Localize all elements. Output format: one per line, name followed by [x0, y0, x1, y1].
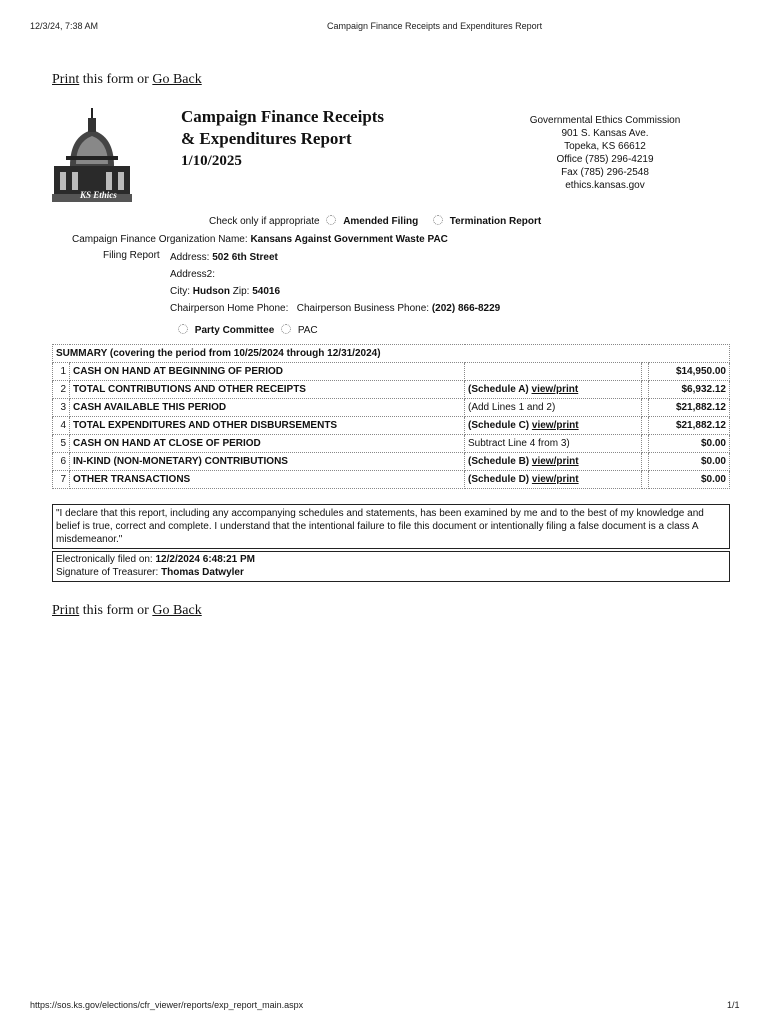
summary-line-number: 7: [53, 471, 70, 489]
amended-filing-checkbox[interactable]: [326, 215, 336, 225]
signature-value: Thomas Datwyler: [161, 567, 244, 578]
summary-schedule-cell: [465, 363, 642, 381]
report-title-line2: & Expenditures Report: [181, 129, 352, 148]
print-page-count: 1/1: [727, 1000, 740, 1010]
city-label: City:: [170, 286, 190, 297]
signature-label: Signature of Treasurer:: [56, 567, 159, 578]
summary-line-label: CASH ON HAND AT BEGINNING OF PERIOD: [70, 363, 465, 381]
summary-schedule-cell: [465, 381, 642, 399]
summary-line-label: IN-KIND (NON-MONETARY) CONTRIBUTIONS: [70, 453, 465, 471]
summary-line-label: TOTAL EXPENDITURES AND OTHER DISBURSEMENTS: [70, 417, 465, 435]
summary-schedule-cell: [465, 417, 642, 435]
summary-schedule-cell: [465, 435, 642, 453]
amended-filing-label: Amended Filing: [343, 216, 419, 227]
summary-line-label: CASH AVAILABLE THIS PERIOD: [70, 399, 465, 417]
summary-spacer-cell: [642, 399, 649, 417]
filed-row: [56, 553, 726, 566]
summary-spacer-cell: [642, 417, 649, 435]
agency-city: Topeka, KS 66612: [564, 141, 646, 152]
logo-caption: KS Ethics: [80, 190, 117, 200]
summary-schedule-cell: [465, 399, 642, 417]
summary-schedule-text: (Schedule A): [468, 384, 532, 395]
summary-schedule-cell: [465, 471, 642, 489]
summary-schedule-text: Subtract Line 4 from 3): [468, 438, 570, 449]
bottom-nav: [52, 603, 202, 619]
summary-row: [53, 417, 730, 435]
summary-spacer-cell: [642, 453, 649, 471]
summary-header: SUMMARY (covering the period from 10/25/2024 through 12/31/2024): [53, 345, 730, 363]
org-name-value: Kansans Against Government Waste PAC: [250, 234, 448, 245]
termination-report-label: Termination Report: [449, 216, 542, 227]
summary-row: [53, 435, 730, 453]
view-print-link[interactable]: view/print: [531, 384, 579, 395]
print-link-bottom[interactable]: Print: [52, 603, 80, 618]
report-title-line1: Campaign Finance Receipts: [181, 107, 385, 126]
filing-info: [52, 551, 730, 582]
business-phone-value: (202) 866-8229: [431, 303, 501, 314]
filing-options: [209, 215, 541, 227]
summary-row: [53, 471, 730, 489]
top-nav: [52, 72, 202, 88]
signature-row: [56, 566, 726, 579]
summary-schedule-text: (Add Lines 1 and 2): [468, 402, 556, 413]
summary-spacer-cell: [642, 435, 649, 453]
summary-line-number: 5: [53, 435, 70, 453]
capitol-dome-icon: [52, 106, 132, 204]
summary-table: [52, 344, 730, 489]
summary-line-label: CASH ON HAND AT CLOSE OF PERIOD: [70, 435, 465, 453]
agency-website: ethics.kansas.gov: [565, 180, 645, 191]
declaration-text: "I declare that this report, including any accompanying schedules and statements, has been examined by me and to the best of my knowledge and belief is true, correct and complete. I understand that the intentional failure to file this document or intentionally filing a false document is a class A misdemeanor.": [52, 504, 730, 549]
nav-middle-text-bottom: this form or: [79, 603, 153, 618]
summary-row: [53, 399, 730, 417]
party-committee-checkbox[interactable]: [178, 324, 188, 334]
view-print-link[interactable]: view/print: [531, 420, 579, 431]
phone-row: [170, 303, 500, 314]
go-back-link-bottom[interactable]: Go Back: [152, 603, 202, 618]
agency-block: [505, 114, 705, 192]
summary-row: [53, 381, 730, 399]
summary-line-number: 2: [53, 381, 70, 399]
filing-options-prompt: Check only if appropriate: [209, 216, 320, 227]
summary-header-row: [53, 345, 730, 363]
zip-label: Zip:: [232, 286, 250, 297]
summary-line-number: 3: [53, 399, 70, 417]
filed-label: Electronically filed on:: [56, 554, 153, 565]
summary-schedule-cell: [465, 453, 642, 471]
agency-name: Governmental Ethics Commission: [529, 115, 681, 126]
summary-line-label: OTHER TRANSACTIONS: [70, 471, 465, 489]
nav-middle-text: this form or: [79, 72, 153, 87]
business-phone-label: Chairperson Business Phone:: [296, 303, 430, 314]
summary-schedule-text: (Schedule D): [468, 474, 532, 485]
city-zip-row: [170, 286, 280, 297]
summary-spacer-cell: [642, 363, 649, 381]
pac-checkbox[interactable]: [281, 324, 291, 334]
report-date: 1/10/2025: [181, 153, 242, 169]
summary-row: [53, 453, 730, 471]
address-row: [170, 252, 278, 263]
address-value: 502 6th Street: [212, 252, 278, 263]
summary-amount: $14,950.00: [649, 363, 730, 381]
print-page-title: Campaign Finance Receipts and Expenditures Report: [327, 21, 543, 31]
agency-office-phone: Office (785) 296-4219: [556, 154, 654, 165]
summary-schedule-text: (Schedule B): [468, 456, 532, 467]
summary-amount: $21,882.12: [649, 399, 730, 417]
city-value: Hudson: [192, 286, 230, 297]
party-committee-label: Party Committee: [194, 325, 275, 336]
print-datetime: 12/3/24, 7:38 AM: [30, 21, 99, 31]
view-print-link[interactable]: view/print: [531, 474, 579, 485]
summary-line-number: 6: [53, 453, 70, 471]
summary-amount: $0.00: [649, 453, 730, 471]
summary-spacer-cell: [642, 471, 649, 489]
summary-schedule-text: (Schedule C): [468, 420, 532, 431]
go-back-link[interactable]: Go Back: [152, 72, 202, 87]
filed-value: 12/2/2024 6:48:21 PM: [155, 554, 256, 565]
print-link[interactable]: Print: [52, 72, 80, 87]
committee-type-row: [174, 324, 318, 336]
termination-report-checkbox[interactable]: [433, 215, 443, 225]
agency-street: 901 S. Kansas Ave.: [561, 128, 649, 139]
summary-amount: $21,882.12: [649, 417, 730, 435]
address-label: Address:: [170, 252, 210, 263]
print-url: https://sos.ks.gov/elections/cfr_viewer/reports/exp_report_main.aspx: [30, 1000, 304, 1010]
view-print-link[interactable]: view/print: [531, 456, 579, 467]
summary-line-number: 4: [53, 417, 70, 435]
summary-line-label: TOTAL CONTRIBUTIONS AND OTHER RECEIPTS: [70, 381, 465, 399]
org-name-row: [72, 234, 448, 245]
summary-amount: $0.00: [649, 435, 730, 453]
summary-line-number: 1: [53, 363, 70, 381]
zip-value: 54016: [252, 286, 281, 297]
pac-label: PAC: [297, 325, 318, 336]
org-name-label: Campaign Finance Organization Name:: [72, 234, 248, 245]
summary-row: [53, 363, 730, 381]
agency-fax: Fax (785) 296-2548: [561, 167, 649, 178]
filing-report-label: Filing Report: [103, 250, 160, 261]
summary-amount: $6,932.12: [649, 381, 730, 399]
summary-spacer-cell: [642, 381, 649, 399]
home-phone-label: Chairperson Home Phone:: [170, 303, 289, 314]
report-title: [181, 106, 384, 172]
address2-label: Address2:: [170, 269, 216, 280]
summary-amount: $0.00: [649, 471, 730, 489]
